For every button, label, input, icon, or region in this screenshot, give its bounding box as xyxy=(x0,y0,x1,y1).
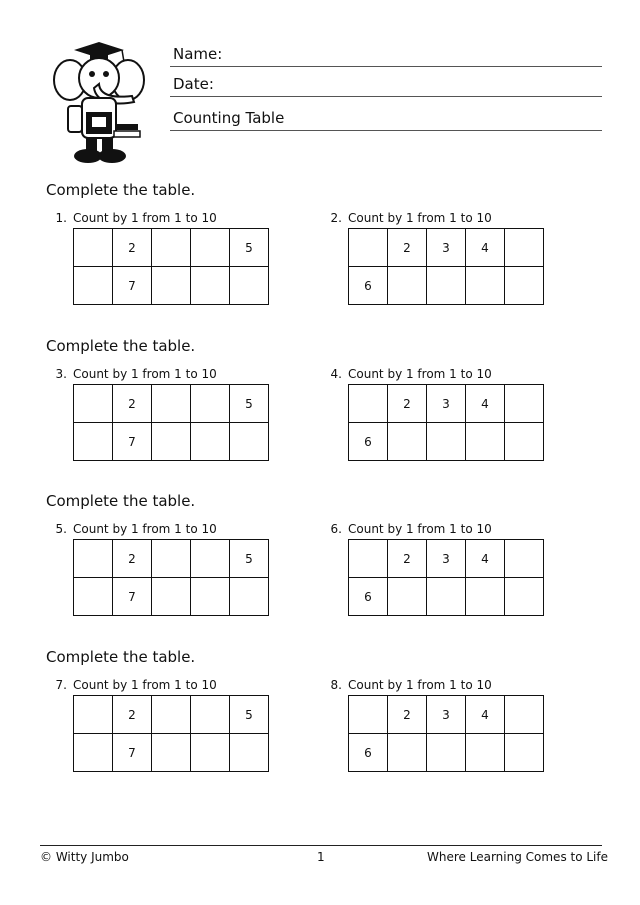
footer-copyright: © Witty Jumbo xyxy=(40,850,129,864)
blank-cell[interactable] xyxy=(74,423,113,461)
given-number-cell: 7 xyxy=(113,734,152,772)
given-number-cell: 3 xyxy=(427,540,466,578)
blank-cell[interactable] xyxy=(505,229,544,267)
blank-cell[interactable] xyxy=(505,267,544,305)
worksheet-title: Counting Table xyxy=(173,109,285,127)
problem-number: 4. xyxy=(330,367,342,381)
given-number-cell: 7 xyxy=(113,578,152,616)
problem-7 xyxy=(47,678,317,778)
problem-2 xyxy=(322,211,592,311)
blank-cell[interactable] xyxy=(349,540,388,578)
blank-cell[interactable] xyxy=(152,578,191,616)
problem-caption: Count by 1 from 1 to 10 xyxy=(348,367,492,381)
given-number-cell: 4 xyxy=(466,696,505,734)
blank-cell[interactable] xyxy=(466,734,505,772)
problem-caption: Count by 1 from 1 to 10 xyxy=(73,678,217,692)
blank-cell[interactable] xyxy=(152,734,191,772)
blank-cell[interactable] xyxy=(152,229,191,267)
blank-cell[interactable] xyxy=(349,385,388,423)
table-row xyxy=(349,734,544,772)
given-number-cell: 2 xyxy=(113,229,152,267)
given-number-cell: 7 xyxy=(113,267,152,305)
given-number-cell: 3 xyxy=(427,229,466,267)
problem-number: 7. xyxy=(55,678,67,692)
footer-divider xyxy=(40,845,602,846)
given-number-cell: 6 xyxy=(349,734,388,772)
counting-table xyxy=(348,539,544,616)
blank-cell[interactable] xyxy=(505,734,544,772)
table-row xyxy=(74,540,269,578)
footer-page-number: 1 xyxy=(317,850,325,864)
blank-cell[interactable] xyxy=(74,540,113,578)
table-row xyxy=(349,267,544,305)
blank-cell[interactable] xyxy=(505,578,544,616)
given-number-cell: 5 xyxy=(230,229,269,267)
blank-cell[interactable] xyxy=(466,423,505,461)
given-number-cell: 2 xyxy=(388,385,427,423)
table-row xyxy=(74,229,269,267)
blank-cell[interactable] xyxy=(388,267,427,305)
problem-caption: Count by 1 from 1 to 10 xyxy=(348,211,492,225)
table-row xyxy=(349,578,544,616)
blank-cell[interactable] xyxy=(230,734,269,772)
problem-number: 3. xyxy=(55,367,67,381)
given-number-cell: 2 xyxy=(388,696,427,734)
blank-cell[interactable] xyxy=(349,696,388,734)
date-label: Date: xyxy=(173,75,214,93)
given-number-cell: 5 xyxy=(230,540,269,578)
elephant-mascot-logo xyxy=(52,40,146,166)
blank-cell[interactable] xyxy=(191,229,230,267)
counting-table xyxy=(348,695,544,772)
given-number-cell: 4 xyxy=(466,385,505,423)
blank-cell[interactable] xyxy=(427,267,466,305)
problem-1 xyxy=(47,211,317,311)
worksheet-title-field xyxy=(170,106,602,131)
blank-cell[interactable] xyxy=(230,578,269,616)
blank-cell[interactable] xyxy=(152,385,191,423)
blank-cell[interactable] xyxy=(505,696,544,734)
blank-cell[interactable] xyxy=(427,423,466,461)
blank-cell[interactable] xyxy=(191,423,230,461)
blank-cell[interactable] xyxy=(505,423,544,461)
blank-cell[interactable] xyxy=(466,578,505,616)
blank-cell[interactable] xyxy=(466,267,505,305)
section-title: Complete the table. xyxy=(46,492,196,510)
counting-table xyxy=(73,384,269,461)
section-title: Complete the table. xyxy=(46,648,196,666)
counting-table xyxy=(73,228,269,305)
blank-cell[interactable] xyxy=(74,578,113,616)
table-row xyxy=(349,540,544,578)
blank-cell[interactable] xyxy=(427,578,466,616)
blank-cell[interactable] xyxy=(230,267,269,305)
footer-tagline: Where Learning Comes to Life xyxy=(427,850,608,864)
table-row xyxy=(349,696,544,734)
problem-number: 2. xyxy=(330,211,342,225)
problem-number: 1. xyxy=(55,211,67,225)
problem-caption: Count by 1 from 1 to 10 xyxy=(73,211,217,225)
table-row xyxy=(74,696,269,734)
blank-cell[interactable] xyxy=(505,540,544,578)
blank-cell[interactable] xyxy=(388,578,427,616)
table-row xyxy=(74,578,269,616)
given-number-cell: 3 xyxy=(427,696,466,734)
given-number-cell: 6 xyxy=(349,423,388,461)
problem-caption: Count by 1 from 1 to 10 xyxy=(73,522,217,536)
blank-cell[interactable] xyxy=(427,734,466,772)
blank-cell[interactable] xyxy=(74,734,113,772)
table-row xyxy=(349,385,544,423)
given-number-cell: 4 xyxy=(466,540,505,578)
section-title: Complete the table. xyxy=(46,181,196,199)
name-label: Name: xyxy=(173,45,223,63)
problem-number: 8. xyxy=(330,678,342,692)
blank-cell[interactable] xyxy=(152,696,191,734)
problem-number: 5. xyxy=(55,522,67,536)
given-number-cell: 6 xyxy=(349,578,388,616)
problem-4 xyxy=(322,367,592,467)
blank-cell[interactable] xyxy=(152,423,191,461)
given-number-cell: 2 xyxy=(113,385,152,423)
problem-6 xyxy=(322,522,592,622)
name-field xyxy=(170,42,602,67)
blank-cell[interactable] xyxy=(74,385,113,423)
section-title: Complete the table. xyxy=(46,337,196,355)
blank-cell[interactable] xyxy=(191,734,230,772)
problem-caption: Count by 1 from 1 to 10 xyxy=(348,678,492,692)
blank-cell[interactable] xyxy=(152,540,191,578)
given-number-cell: 2 xyxy=(388,229,427,267)
blank-cell[interactable] xyxy=(388,423,427,461)
table-row xyxy=(349,423,544,461)
blank-cell[interactable] xyxy=(191,385,230,423)
table-row xyxy=(349,229,544,267)
blank-cell[interactable] xyxy=(191,540,230,578)
given-number-cell: 6 xyxy=(349,267,388,305)
table-row xyxy=(74,734,269,772)
given-number-cell: 2 xyxy=(113,696,152,734)
blank-cell[interactable] xyxy=(152,267,191,305)
blank-cell[interactable] xyxy=(74,229,113,267)
counting-table xyxy=(73,539,269,616)
date-field xyxy=(170,72,602,97)
blank-cell[interactable] xyxy=(349,229,388,267)
given-number-cell: 4 xyxy=(466,229,505,267)
blank-cell[interactable] xyxy=(74,267,113,305)
table-row xyxy=(74,423,269,461)
given-number-cell: 3 xyxy=(427,385,466,423)
problem-number: 6. xyxy=(330,522,342,536)
given-number-cell: 2 xyxy=(388,540,427,578)
blank-cell[interactable] xyxy=(230,423,269,461)
counting-table xyxy=(348,384,544,461)
problem-3 xyxy=(47,367,317,467)
counting-table xyxy=(73,695,269,772)
blank-cell[interactable] xyxy=(191,578,230,616)
blank-cell[interactable] xyxy=(191,696,230,734)
blank-cell[interactable] xyxy=(74,696,113,734)
blank-cell[interactable] xyxy=(191,267,230,305)
blank-cell[interactable] xyxy=(505,385,544,423)
problem-caption: Count by 1 from 1 to 10 xyxy=(348,522,492,536)
blank-cell[interactable] xyxy=(388,734,427,772)
problem-caption: Count by 1 from 1 to 10 xyxy=(73,367,217,381)
given-number-cell: 7 xyxy=(113,423,152,461)
table-row xyxy=(74,267,269,305)
given-number-cell: 5 xyxy=(230,385,269,423)
problem-8 xyxy=(322,678,592,778)
table-row xyxy=(74,385,269,423)
given-number-cell: 5 xyxy=(230,696,269,734)
counting-table xyxy=(348,228,544,305)
problem-5 xyxy=(47,522,317,622)
given-number-cell: 2 xyxy=(113,540,152,578)
